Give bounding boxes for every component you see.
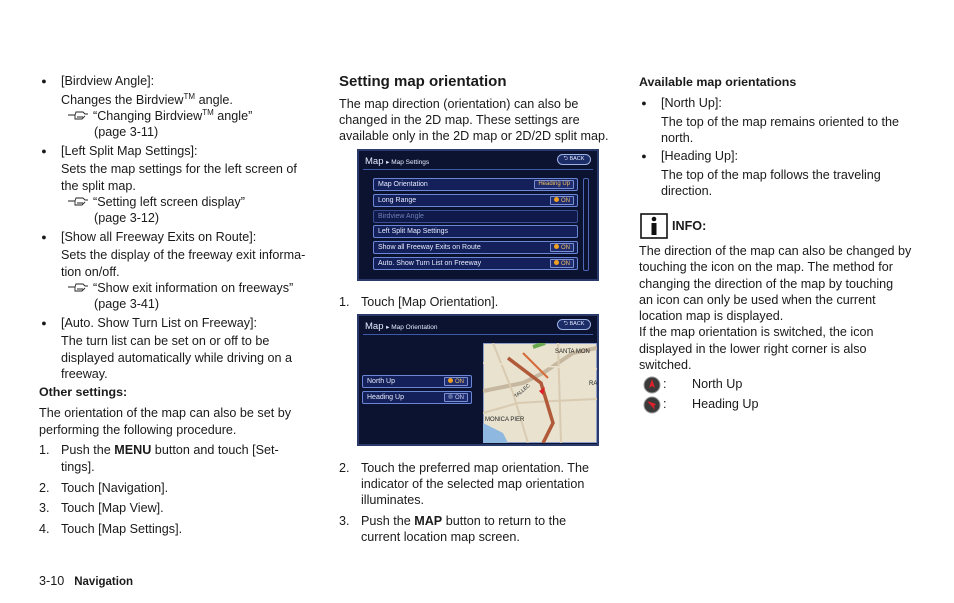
info-line-7: displayed in the lower right corner is also	[639, 342, 867, 356]
freeway-exits-page-ref: (page 3-41)	[94, 297, 160, 311]
north-up-icon-label: North Up	[692, 377, 743, 391]
info-line-8: switched.	[639, 358, 692, 372]
left-split-desc-2: the split map.	[61, 179, 136, 193]
info-line-2: touching the icon on the map. The method for	[639, 260, 893, 274]
bullet: ●	[41, 76, 47, 86]
step-1-text: Touch [Map Orientation].	[361, 295, 499, 309]
birdview-angle-reference[interactable]: “Changing Birdview™ angle”	[67, 108, 252, 125]
north-up-map-icon	[643, 376, 661, 394]
birdview-angle-title: [Birdview Angle]:	[61, 74, 155, 88]
step-3-text: Touch [Map View].	[61, 501, 164, 515]
intro-line-2: changed in the 2D map. These settings are	[339, 113, 580, 127]
heading-up-title: [Heading Up]:	[661, 149, 739, 163]
turn-list-desc: The turn list can be set on or off to be	[61, 334, 270, 348]
on-indicator: ON	[550, 259, 574, 268]
left-split-settings-row[interactable]: Left Split Map Settings	[373, 225, 578, 238]
map-label: RA	[589, 381, 597, 387]
map-orientation-row[interactable]: Map Orientation Heading Up	[373, 178, 578, 191]
page-footer	[39, 573, 133, 591]
turn-list-row[interactable]: Auto. Show Turn List on Freeway ON	[373, 257, 578, 270]
freeway-exits-desc-2: tion on/off.	[61, 265, 120, 279]
step-number: 2.	[339, 461, 350, 475]
section-name: Navigation	[74, 576, 134, 588]
info-line-3: changing the direction of the map by touching	[639, 277, 894, 291]
north-up-row[interactable]: North Up ON	[362, 375, 472, 388]
birdview-angle-page-ref: (page 3-11)	[94, 125, 159, 139]
scrollbar[interactable]	[583, 178, 589, 271]
off-indicator: ON	[444, 393, 468, 402]
info-label: INFO:	[672, 219, 707, 233]
left-split-reference[interactable]: “Setting left screen display”	[67, 194, 245, 211]
step-number: 3.	[39, 501, 50, 515]
back-button[interactable]: ⮌ BACK	[557, 319, 591, 330]
step-2-line-3: illuminates.	[361, 493, 424, 507]
turn-list-desc-2: displayed automatically while driving on a	[61, 351, 293, 365]
page-number: 3-10	[39, 574, 65, 588]
screen-title: Map ▸ Map Orientation	[365, 321, 438, 332]
north-up-desc: The top of the map remains oriented to the	[661, 115, 900, 129]
map-label: TALLEC	[513, 383, 532, 400]
step-3-line-1: Push the MAP button to return to the	[361, 514, 567, 528]
north-up-desc-2: north.	[661, 131, 694, 145]
info-line-1: The direction of the map can also be changed by	[639, 244, 912, 258]
bullet: ●	[41, 146, 47, 156]
step-3-line-2: current location map screen.	[361, 530, 520, 544]
step-2-line-1: Touch the preferred map orientation. The	[361, 461, 589, 475]
screen-title: Map ▸ Map Settings	[365, 156, 430, 167]
step-4-text: Touch [Map Settings].	[61, 522, 183, 536]
step-number: 3.	[339, 514, 350, 528]
heading-up-indicator: Heading Up	[534, 180, 574, 189]
step-2-text: Touch [Navigation].	[61, 481, 169, 495]
freeway-exits-row[interactable]: Show all Freeway Exits on Route ON	[373, 241, 578, 254]
turn-list-desc-3: freeway.	[61, 367, 108, 381]
orientations-heading: Available map orientations	[639, 75, 797, 89]
birdview-angle-desc: Changes the Birdview™ angle.	[61, 92, 233, 107]
step-1-text-2: tings].	[61, 460, 95, 474]
heading-up-row[interactable]: Heading Up ON	[362, 391, 472, 404]
north-up-title: [North Up]:	[661, 96, 722, 110]
info-line-5: location map is displayed.	[639, 309, 784, 323]
reference-hand-icon	[67, 281, 89, 294]
map-preview	[483, 343, 597, 443]
other-settings-para-2: performing the following procedure.	[39, 423, 237, 437]
other-settings-para: The orientation of the map can also be set by	[39, 406, 292, 420]
bullet: ●	[641, 151, 647, 161]
heading-up-icon-label: Heading Up	[692, 397, 759, 411]
step-number: 1.	[339, 295, 350, 309]
other-settings-heading: Other settings:	[39, 385, 128, 399]
freeway-exits-title: [Show all Freeway Exits on Route]:	[61, 230, 257, 244]
bullet: ●	[41, 318, 47, 328]
back-button[interactable]: ⮌ BACK	[557, 154, 591, 165]
on-indicator: ON	[444, 377, 468, 386]
reference-hand-icon	[67, 195, 89, 208]
map-orientation-screen	[357, 314, 599, 446]
map-label: SANTA MON	[555, 349, 590, 355]
info-icon	[640, 213, 668, 239]
freeway-exits-desc: Sets the display of the freeway exit informa-	[61, 248, 306, 262]
freeway-exits-reference[interactable]: “Show exit information on freeways”	[67, 280, 293, 297]
map-settings-screen	[357, 149, 599, 281]
left-split-desc: Sets the map settings for the left screen of	[61, 162, 297, 176]
heading-up-desc: The top of the map follows the traveling	[661, 168, 881, 182]
reference-hand-icon	[67, 109, 89, 122]
birdview-angle-row: Birdview Angle	[373, 210, 578, 223]
turn-list-title: [Auto. Show Turn List on Freeway]:	[61, 316, 257, 330]
intro-line-1: The map direction (orientation) can also be	[339, 97, 579, 111]
divider	[363, 169, 593, 170]
bullet: ●	[41, 232, 47, 242]
heading-up-desc-2: direction.	[661, 184, 713, 198]
on-indicator: ON	[550, 196, 574, 205]
left-split-page-ref: (page 3-12)	[94, 211, 160, 225]
on-indicator: ON	[550, 243, 574, 252]
intro-line-3: available only in the 2D map or 2D/2D split map.	[339, 129, 609, 143]
heading-up-map-icon	[643, 396, 661, 414]
step-number: 4.	[39, 522, 50, 536]
left-split-title: [Left Split Map Settings]:	[61, 144, 198, 158]
step-number: 2.	[39, 481, 50, 495]
step-1-text: Push the MENU button and touch [Set-	[61, 443, 279, 457]
icon-separator: :	[663, 397, 667, 411]
map-label: MONICA PIER	[485, 417, 525, 423]
bullet: ●	[641, 98, 647, 108]
icon-separator: :	[663, 377, 667, 391]
info-line-4: an icon can only be used when the current	[639, 293, 876, 307]
section-heading: Setting map orientation	[339, 73, 507, 90]
divider	[363, 334, 593, 335]
step-number: 1.	[39, 443, 50, 457]
step-2-line-2: indicator of the selected map orientation	[361, 477, 585, 491]
long-range-row[interactable]: Long Range ON	[373, 194, 578, 207]
info-line-6: If the map orientation is switched, the icon	[639, 325, 874, 339]
